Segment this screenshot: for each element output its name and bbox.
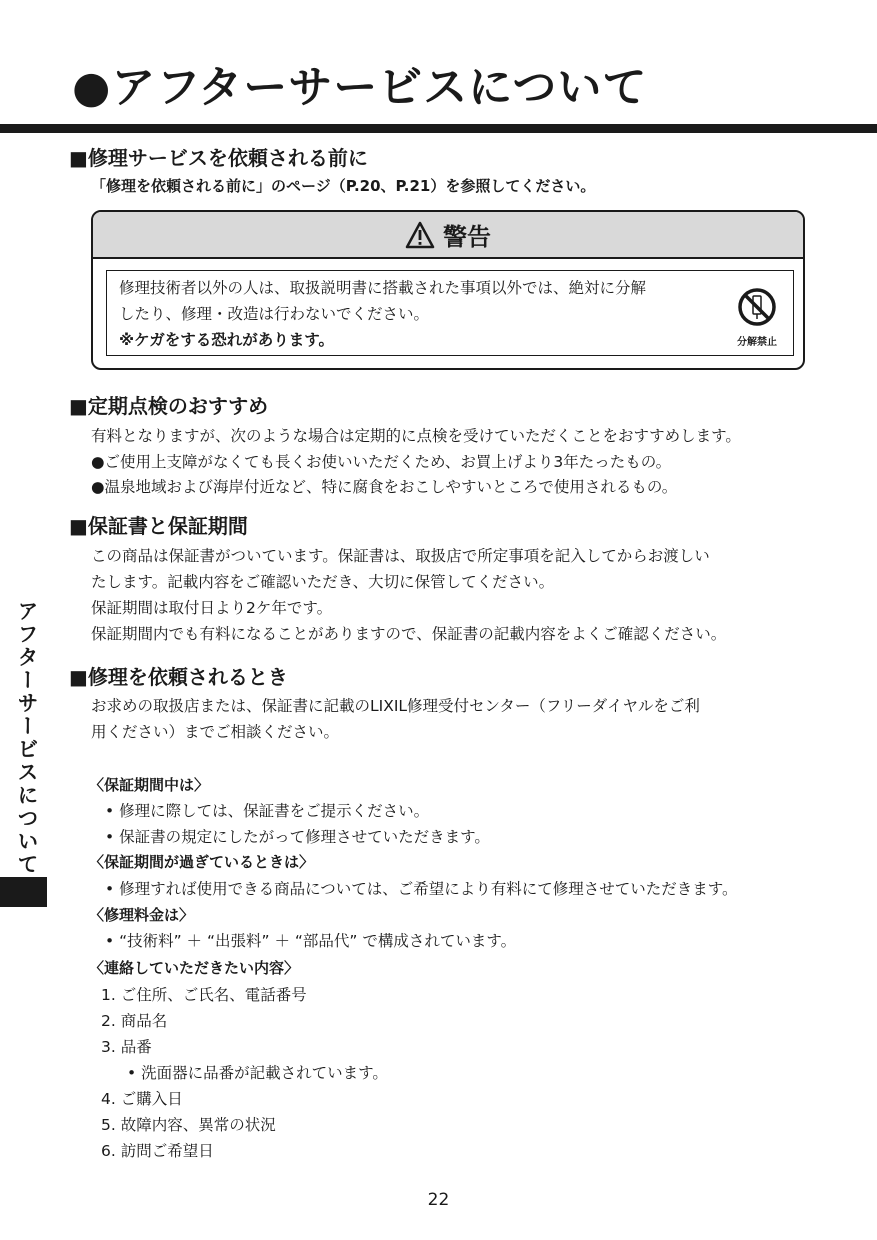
before-repair-text: 「修理を依頼される前に」のページ（P.20、P.21）を参照してください。: [91, 177, 596, 195]
during-item-2: • 保証書の規定にしたがって修理させていただきます。: [105, 828, 490, 846]
contact-item-4: 4. ご購入日: [101, 1090, 183, 1108]
request-line-2: 用ください）までご相談ください。: [91, 723, 340, 741]
warranty-line-1: この商品は保証書がついています。保証書は、取扱店で所定事項を記入してからお渡しい: [91, 547, 710, 565]
warning-box: [91, 210, 805, 370]
warranty-line-3: 保証期間は取付日より2ケ年です。: [91, 599, 333, 617]
no-disassembly-icon: [731, 287, 783, 348]
request-line-1: お求めの取扱店または、保証書に記載のLIXIL修理受付センター（フリーダイヤルをご利: [91, 697, 700, 715]
during-warranty-heading: 〈保証期間中は〉: [89, 776, 210, 794]
warning-line-3: ※ケガをする恐れがあります。: [119, 331, 335, 349]
title-divider: [0, 124, 877, 133]
inspection-line-3: ●温泉地域および海岸付近など、特に腐食をおこしやすいところで使用されるもの。: [91, 478, 678, 496]
warranty-line-2: たします。記載内容をご確認いただき、大切に保管してください。: [91, 573, 555, 591]
warning-line-1: 修理技術者以外の人は、取扱説明書に搭載された事項以外では、絶対に分解: [119, 279, 647, 297]
warning-content: [106, 270, 794, 356]
contact-heading: 〈連絡していただきたい内容〉: [89, 959, 300, 977]
after-warranty-heading: 〈保証期間が過ぎているときは〉: [89, 853, 315, 871]
inspection-line-1: 有料となりますが、次のような場合は定期的に点検を受けていただくことをおすすめします。: [91, 427, 741, 445]
after-item-1: • 修理すれば使用できる商品については、ご希望により有料にて修理させていただきます。: [105, 880, 738, 898]
contact-item-6: 6. 訪問ご希望日: [101, 1142, 214, 1160]
contact-item-1: 1. ご住所、ご氏名、電話番号: [101, 986, 307, 1004]
side-tab-marker: [0, 877, 47, 907]
contact-item-3-note: • 洗面器に品番が記載されています。: [127, 1064, 388, 1082]
contact-item-5: 5. 故障内容、異常の状況: [101, 1116, 276, 1134]
warning-line-2: したり、修理・改造は行わないでください。: [119, 305, 430, 323]
section-heading-request: ■修理を依頼されるとき: [69, 665, 288, 689]
inspection-line-2: ●ご使用上支障がなくても長くお使いいただくため、お買上げより3年たったもの。: [91, 453, 672, 471]
warranty-line-4: 保証期間内でも有料になることがありますので、保証書の記載内容をよくご確認ください。: [91, 625, 727, 643]
section-heading-before-repair: ■修理サービスを依頼される前に: [69, 146, 368, 170]
page-number: 22: [427, 1190, 450, 1210]
contact-item-3: 3. 品番: [101, 1038, 152, 1056]
warning-header: [93, 212, 803, 259]
fee-heading: 〈修理料金は〉: [89, 906, 195, 924]
warning-triangle-icon: [405, 221, 435, 249]
no-disassembly-label: 分解禁止: [737, 337, 777, 348]
contact-item-2: 2. 商品名: [101, 1012, 168, 1030]
section-heading-warranty: ■保証書と保証期間: [69, 514, 248, 538]
warning-title: 警告: [443, 223, 491, 251]
fee-item-1: • “技術料” ＋ “出張料” ＋ “部品代” で構成されています。: [105, 932, 517, 950]
side-tab-label: アフターサービスについて: [15, 600, 39, 876]
during-item-1: • 修理に際しては、保証書をご提示ください。: [105, 802, 430, 820]
section-heading-inspection: ■定期点検のおすすめ: [69, 394, 269, 418]
page-title: ●アフターサービスについて: [72, 62, 648, 113]
